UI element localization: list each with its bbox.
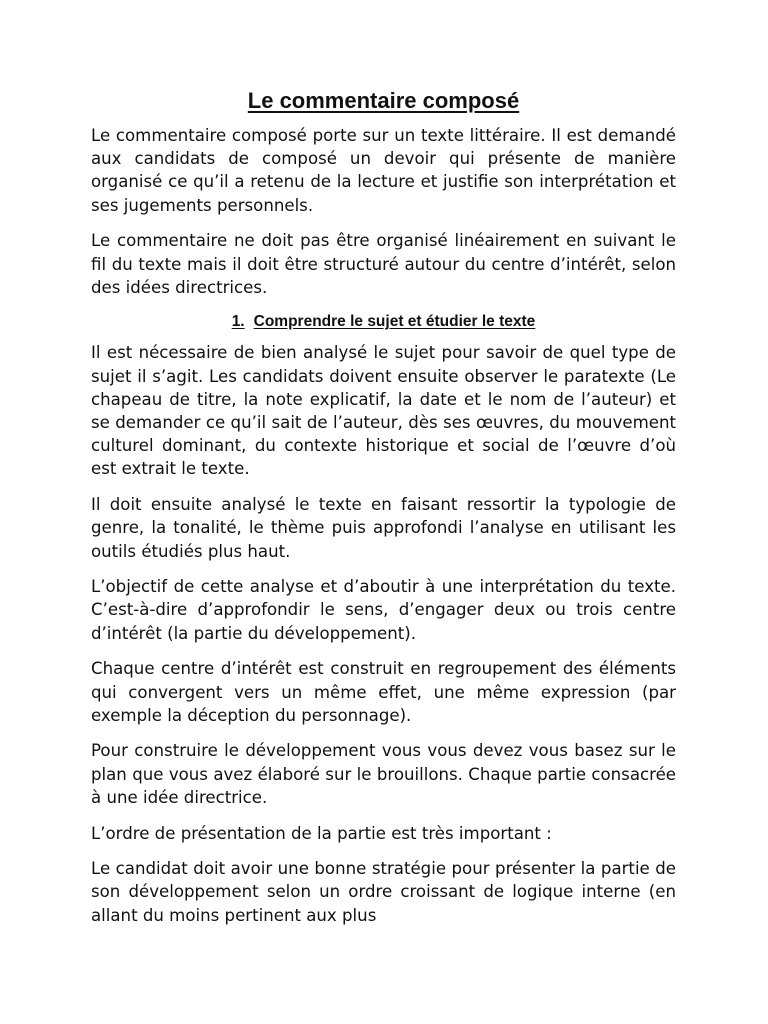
body-paragraph-1: Il est nécessaire de bien analysé le sujet pour savoir de quel type de sujet il s’agit. Les candidats doivent ensuite observer le paratexte (Le chapeau de titre, la note explicatif, la date et le nom de l’auteur) et se demander ce qu’il sait de l’auteur, dès ses œuvres, du mouvement culturel dominant, du contexte historique et social de l’œuvre d’où est extrait le texte. bbox=[91, 343, 676, 479]
body-paragraph-5: Pour construire le développement vous vous devez vous basez sur le plan que vous avez élaboré sur le brouillons. Chaque partie consacrée à une idée directrice. bbox=[91, 741, 676, 807]
body-paragraph-6: L’ordre de présentation de la partie est très important : bbox=[91, 823, 552, 843]
body-paragraph-4: Chaque centre d’intérêt est construit en regroupement des éléments qui convergent vers un même effet, une même expression (par exemple la déception du personnage). bbox=[91, 659, 676, 725]
section-number: 1. bbox=[231, 313, 245, 331]
body-paragraph-2: Il doit ensuite analysé le texte en faisant ressortir la typologie de genre, la tonalité, le thème puis approfondi l’analyse en utilisant les outils étudiés plus haut. bbox=[91, 495, 676, 561]
intro-paragraph-2: Le commentaire ne doit pas être organisé linéairement en suivant le fil du texte mais il doit être structuré autour du centre d’intérêt, selon des idées directrices. bbox=[91, 231, 676, 297]
section-title: Comprendre le sujet et étudier le texte bbox=[253, 313, 536, 331]
document-body bbox=[91, 86, 676, 939]
section-heading bbox=[91, 311, 676, 333]
body-paragraph-7: Le candidat doit avoir une bonne stratégie pour présenter la partie de son développement selon un ordre croissant de logique interne (en allant du moins pertinent aux plus bbox=[91, 859, 676, 925]
page-title: Le commentaire composé bbox=[247, 88, 520, 113]
intro-paragraph-1: Le commentaire composé porte sur un texte littéraire. Il est demandé aux candidats de composé un devoir qui présente de manière organisé ce qu’il a retenu de la lecture et justifie son interprétation et ses jugements personnels. bbox=[91, 126, 676, 215]
body-paragraph-3: L’objectif de cette analyse et d’aboutir à une interprétation du texte. C’est-à-dire d’approfondir le sens, d’engager deux ou trois centre d’intérêt (la partie du développement). bbox=[91, 577, 676, 643]
